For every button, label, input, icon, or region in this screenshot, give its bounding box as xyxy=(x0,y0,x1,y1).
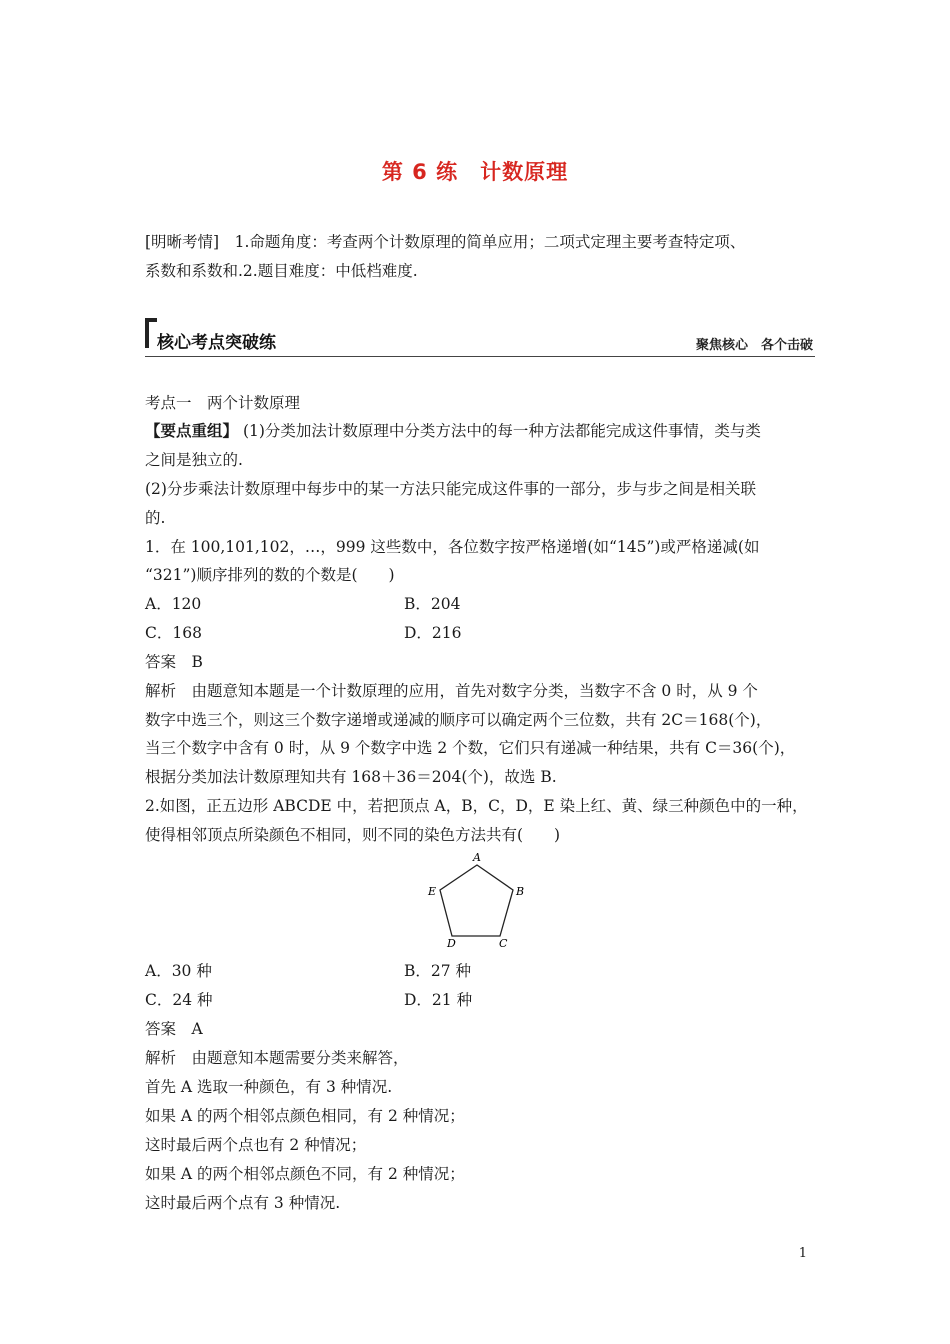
vertex-label-c: C xyxy=(499,937,508,950)
pentagon-figure xyxy=(420,848,530,952)
q1-stem-2: “321”)顺序排列的数的个数是( ) xyxy=(145,566,395,584)
q2-option-d: D．21 种 xyxy=(404,991,473,1009)
intro-line-2: 系数和系数和.2.题目难度：中低档难度. xyxy=(145,262,418,280)
q1-option-a: A．120 xyxy=(145,595,202,613)
q1-answer: 答案 B xyxy=(145,653,203,671)
section-heading: 核心考点突破练 xyxy=(157,333,276,353)
q1-analysis-2: 数字中选三个，则这三个数字递增或递减的顺序可以确定两个三位数，共有 2C＝168(个)， xyxy=(145,711,772,729)
page-title: 第 6 练 计数原理 xyxy=(381,160,569,184)
section-header xyxy=(145,318,815,358)
section-divider xyxy=(145,356,815,357)
intro-line-1: [明晰考情] 1.命题角度：考查两个计数原理的简单应用；二项式定理主要考查特定项、 xyxy=(145,233,746,251)
q1-analysis-3: 当三个数字中含有 0 时，从 9 个数字中选 2 个数，它们只有递减一种结果，共有 C＝36(个)， xyxy=(145,739,796,757)
key-points-line-3: (2)分步乘法计数原理中每步中的某一方法只能完成这件事的一部分，步与步之间是相关联 xyxy=(145,480,756,498)
q1-option-b: B．204 xyxy=(404,595,461,613)
vertex-label-e: E xyxy=(428,885,437,898)
pentagon-shape xyxy=(440,865,513,936)
q1-analysis-4: 根据分类加法计数原理知共有 168＋36＝204(个)，故选 B. xyxy=(145,768,557,786)
key-points-text: (1)分类加法计数原理中分类方法中的每一种方法都能完成这件事情，类与类 xyxy=(242,422,761,440)
q2-analysis-2: 首先 A 选取一种颜色，有 3 种情况. xyxy=(145,1078,393,1096)
topic-title: 考点一 两个计数原理 xyxy=(145,394,301,412)
q2-option-c: C．24 种 xyxy=(145,991,213,1009)
q2-answer: 答案 A xyxy=(145,1020,203,1038)
page-number: 1 xyxy=(798,1246,807,1261)
q1-analysis-1: 解析 由题意知本题是一个计数原理的应用，首先对数字分类，当数字不含 0 时，从 9 个 xyxy=(145,682,758,700)
vertex-label-b: B xyxy=(516,885,525,898)
vertex-label-d: D xyxy=(447,937,456,950)
q2-stem-2: 使得相邻顶点所染颜色不相同，则不同的染色方法共有( ) xyxy=(145,826,561,844)
q2-analysis-3: 如果 A 的两个相邻点颜色相同，有 2 种情况； xyxy=(145,1107,465,1125)
key-points-line-1 xyxy=(145,421,761,441)
q2-option-a: A．30 种 xyxy=(145,962,212,980)
section-right-label: 聚焦核心 各个击破 xyxy=(695,338,813,353)
q2-analysis-4: 这时最后两个点也有 2 种情况； xyxy=(145,1136,367,1154)
key-points-line-4: 的. xyxy=(145,509,166,527)
q2-analysis-5: 如果 A 的两个相邻点颜色不同，有 2 种情况； xyxy=(145,1165,465,1183)
q2-analysis-1: 解析 由题意知本题需要分类来解答， xyxy=(145,1049,409,1067)
section-corner-mark xyxy=(145,318,149,348)
q1-stem-1: 1．在 100,101,102，…，999 这些数中，各位数字按严格递增(如“145”)或严格递减(如 xyxy=(145,538,760,556)
q1-option-d: D．216 xyxy=(404,624,462,642)
q2-stem-1: 2.如图，正五边形 ABCDE 中，若把顶点 A，B，C，D，E 染上红、黄、绿三种颜色中的一种， xyxy=(145,797,808,815)
q1-option-c: C．168 xyxy=(145,624,202,642)
key-points-line-2: 之间是独立的. xyxy=(145,451,243,469)
q2-option-b: B．27 种 xyxy=(404,962,472,980)
vertex-label-a: A xyxy=(473,851,481,864)
q2-analysis-6: 这时最后两个点有 3 种情况. xyxy=(145,1194,341,1212)
key-points-label: 【要点重组】 xyxy=(145,422,239,440)
